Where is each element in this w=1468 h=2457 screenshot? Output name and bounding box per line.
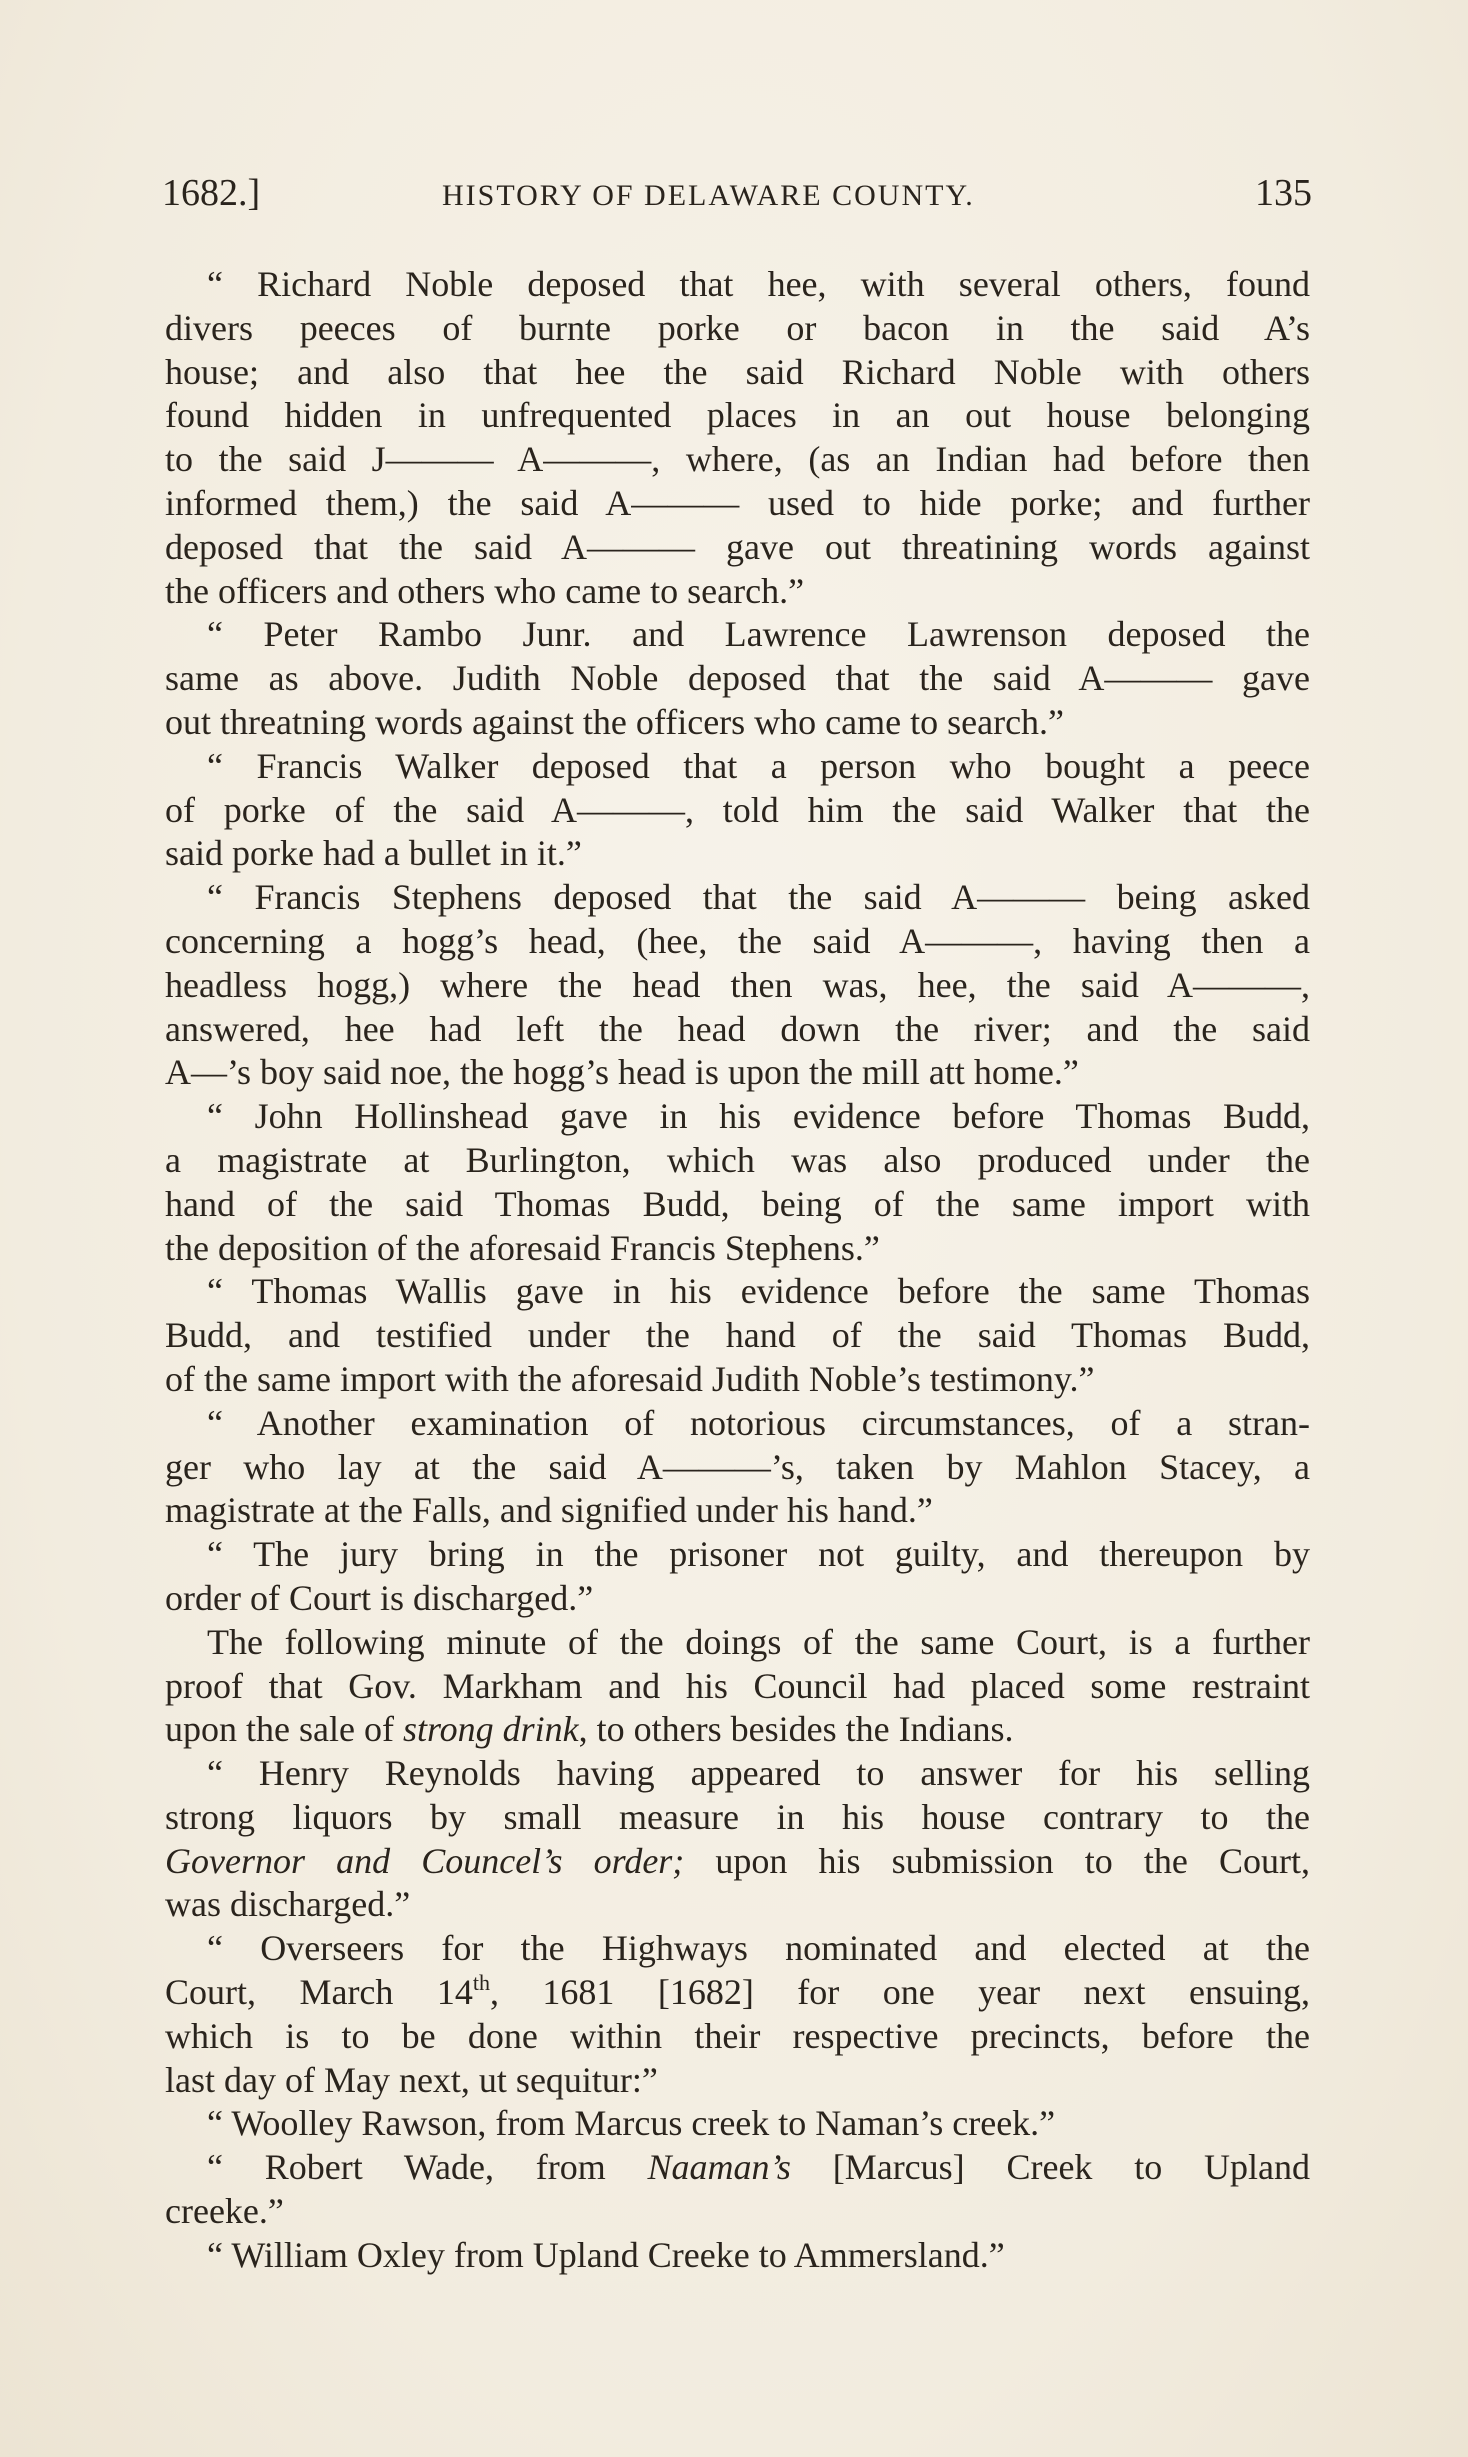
text-line: “ Francis Walker deposed that a person who bought a peece [207, 745, 1310, 786]
text-fragment: , 1681 [1682] for one year next ensuing, [489, 1972, 1310, 2013]
text-line: A—’s boy said noe, the hogg’s head is upon the mill att home.” [165, 1052, 1079, 1093]
text-line: “ William Oxley from Upland Creeke to Ammersland.” [207, 2234, 1005, 2275]
text-line: ger who lay at the said A———’s, taken by Mahlon Stacey, a [165, 1446, 1310, 1487]
paragraph-john-hollinshead [165, 1095, 1310, 1270]
text-line: house; and also that hee the said Richard Noble with others [165, 351, 1310, 392]
text-line: found hidden in unfrequented places in an out house belonging [165, 395, 1310, 436]
text-line: concerning a hogg’s head, (hee, the said A———, having then a [165, 920, 1310, 961]
text-line: said porke had a bullet in it.” [165, 833, 582, 874]
text-line: the officers and others who came to search.” [165, 570, 805, 611]
text-line [165, 1708, 1310, 1752]
header-year: 1682.] [162, 172, 261, 214]
text-line: was discharged.” [165, 1884, 411, 1925]
paragraph-william-oxley [165, 2234, 1310, 2278]
text-fragment: [Marcus] Creek to Upland [790, 2147, 1310, 2188]
text-line: “ The jury bring in the prisoner not guilty, and thereupon by [207, 1534, 1310, 1575]
paragraph-thomas-wallis [165, 1270, 1310, 1401]
paragraph-peter-rambo [165, 613, 1310, 744]
paragraph-another-examination [165, 1402, 1310, 1533]
text-line: answered, hee had left the head down the river; and the said [165, 1008, 1310, 1049]
running-header [162, 168, 1312, 218]
text-fragment: , to others besides the Indians. [578, 1709, 1014, 1750]
text-line: divers peeces of burnte porke or bacon in the said A’s [165, 307, 1310, 348]
text-line: “ Overseers for the Highways nominated and elected at the [207, 1928, 1310, 1969]
text-line: to the said J——— A———, where, (as an Indian had before then [165, 439, 1310, 480]
paragraph-robert-wade [165, 2146, 1310, 2234]
text-line: which is to be done within their respective precincts, before the [165, 2015, 1310, 2056]
text-line: “ John Hollinshead gave in his evidence before Thomas Budd, [207, 1096, 1310, 1137]
paragraph-following-minute [165, 1621, 1310, 1752]
text-fragment: upon the sale of [165, 1709, 403, 1750]
paragraph-francis-walker [165, 745, 1310, 876]
text-line: “ Woolley Rawson, from Marcus creek to Naman’s creek.” [207, 2103, 1056, 2144]
text-line: headless hogg,) where the head then was, hee, the said A———, [165, 964, 1310, 1005]
text-line: magistrate at the Falls, and signified under his hand.” [165, 1490, 933, 1531]
text-line: informed them,) the said A——— used to hide porke; and further [165, 482, 1310, 523]
page-number: 135 [1255, 172, 1312, 214]
paragraph-jury-verdict [165, 1533, 1310, 1621]
paragraph-henry-reynolds [165, 1752, 1310, 1927]
text-line: “ Peter Rambo Junr. and Lawrence Lawrenson deposed the [207, 614, 1310, 655]
superscript: th [472, 1970, 490, 1996]
text-line: “ Another examination of notorious circumstances, of a stran- [207, 1402, 1310, 1443]
italic-text: strong drink [402, 1709, 579, 1750]
body-text [165, 263, 1310, 2278]
text-line: of the same import with the aforesaid Judith Noble’s testimony.” [165, 1358, 1095, 1399]
text-line: “ Thomas Wallis gave in his evidence before the same Thomas [207, 1271, 1310, 1312]
text-line: The following minute of the doings of the same Court, is a further [207, 1621, 1310, 1662]
running-title: HISTORY OF DELAWARE COUNTY. [442, 179, 975, 212]
text-line: a magistrate at Burlington, which was also produced under the [165, 1139, 1310, 1180]
italic-text: Governor and Councel’s order; [165, 1840, 685, 1881]
text-line [165, 1971, 1310, 2015]
text-line [165, 2146, 1310, 2190]
text-line: out threatning words against the officers who came to search.” [165, 701, 1065, 742]
text-line: “ Richard Noble deposed that hee, with several others, found [207, 264, 1310, 304]
text-line: strong liquors by small measure in his house contrary to the [165, 1796, 1310, 1837]
text-line: hand of the said Thomas Budd, being of the same import with [165, 1183, 1310, 1224]
text-line: deposed that the said A——— gave out threatining words against [165, 526, 1310, 567]
text-line: last day of May next, ut sequitur:” [165, 2059, 658, 2100]
text-line: “ Henry Reynolds having appeared to answer for his selling [207, 1753, 1310, 1794]
text-line: the deposition of the aforesaid Francis Stephens.” [165, 1227, 880, 1268]
text-fragment: upon his submission to the Court, [684, 1840, 1311, 1881]
text-line [165, 1840, 1310, 1884]
text-line: creeke.” [165, 2191, 284, 2232]
paragraph-richard-noble [165, 263, 1310, 613]
text-fragment: “ Robert Wade, from [207, 2147, 648, 2188]
text-line: proof that Gov. Markham and his Council had placed some restraint [165, 1665, 1310, 1706]
text-line: Budd, and testified under the hand of the said Thomas Budd, [165, 1315, 1310, 1356]
paragraph-overseers [165, 1927, 1310, 2102]
italic-text: Naaman’s [647, 2147, 791, 2188]
text-line: same as above. Judith Noble deposed that the said A——— gave [165, 658, 1310, 699]
text-line: of porke of the said A———, told him the said Walker that the [165, 789, 1310, 830]
text-line: “ Francis Stephens deposed that the said A——— being asked [207, 877, 1310, 918]
text-line: order of Court is discharged.” [165, 1577, 594, 1618]
text-fragment: Court, March 14 [165, 1972, 473, 2013]
paragraph-woolley-rawson [165, 2102, 1310, 2146]
paragraph-francis-stephens [165, 876, 1310, 1095]
